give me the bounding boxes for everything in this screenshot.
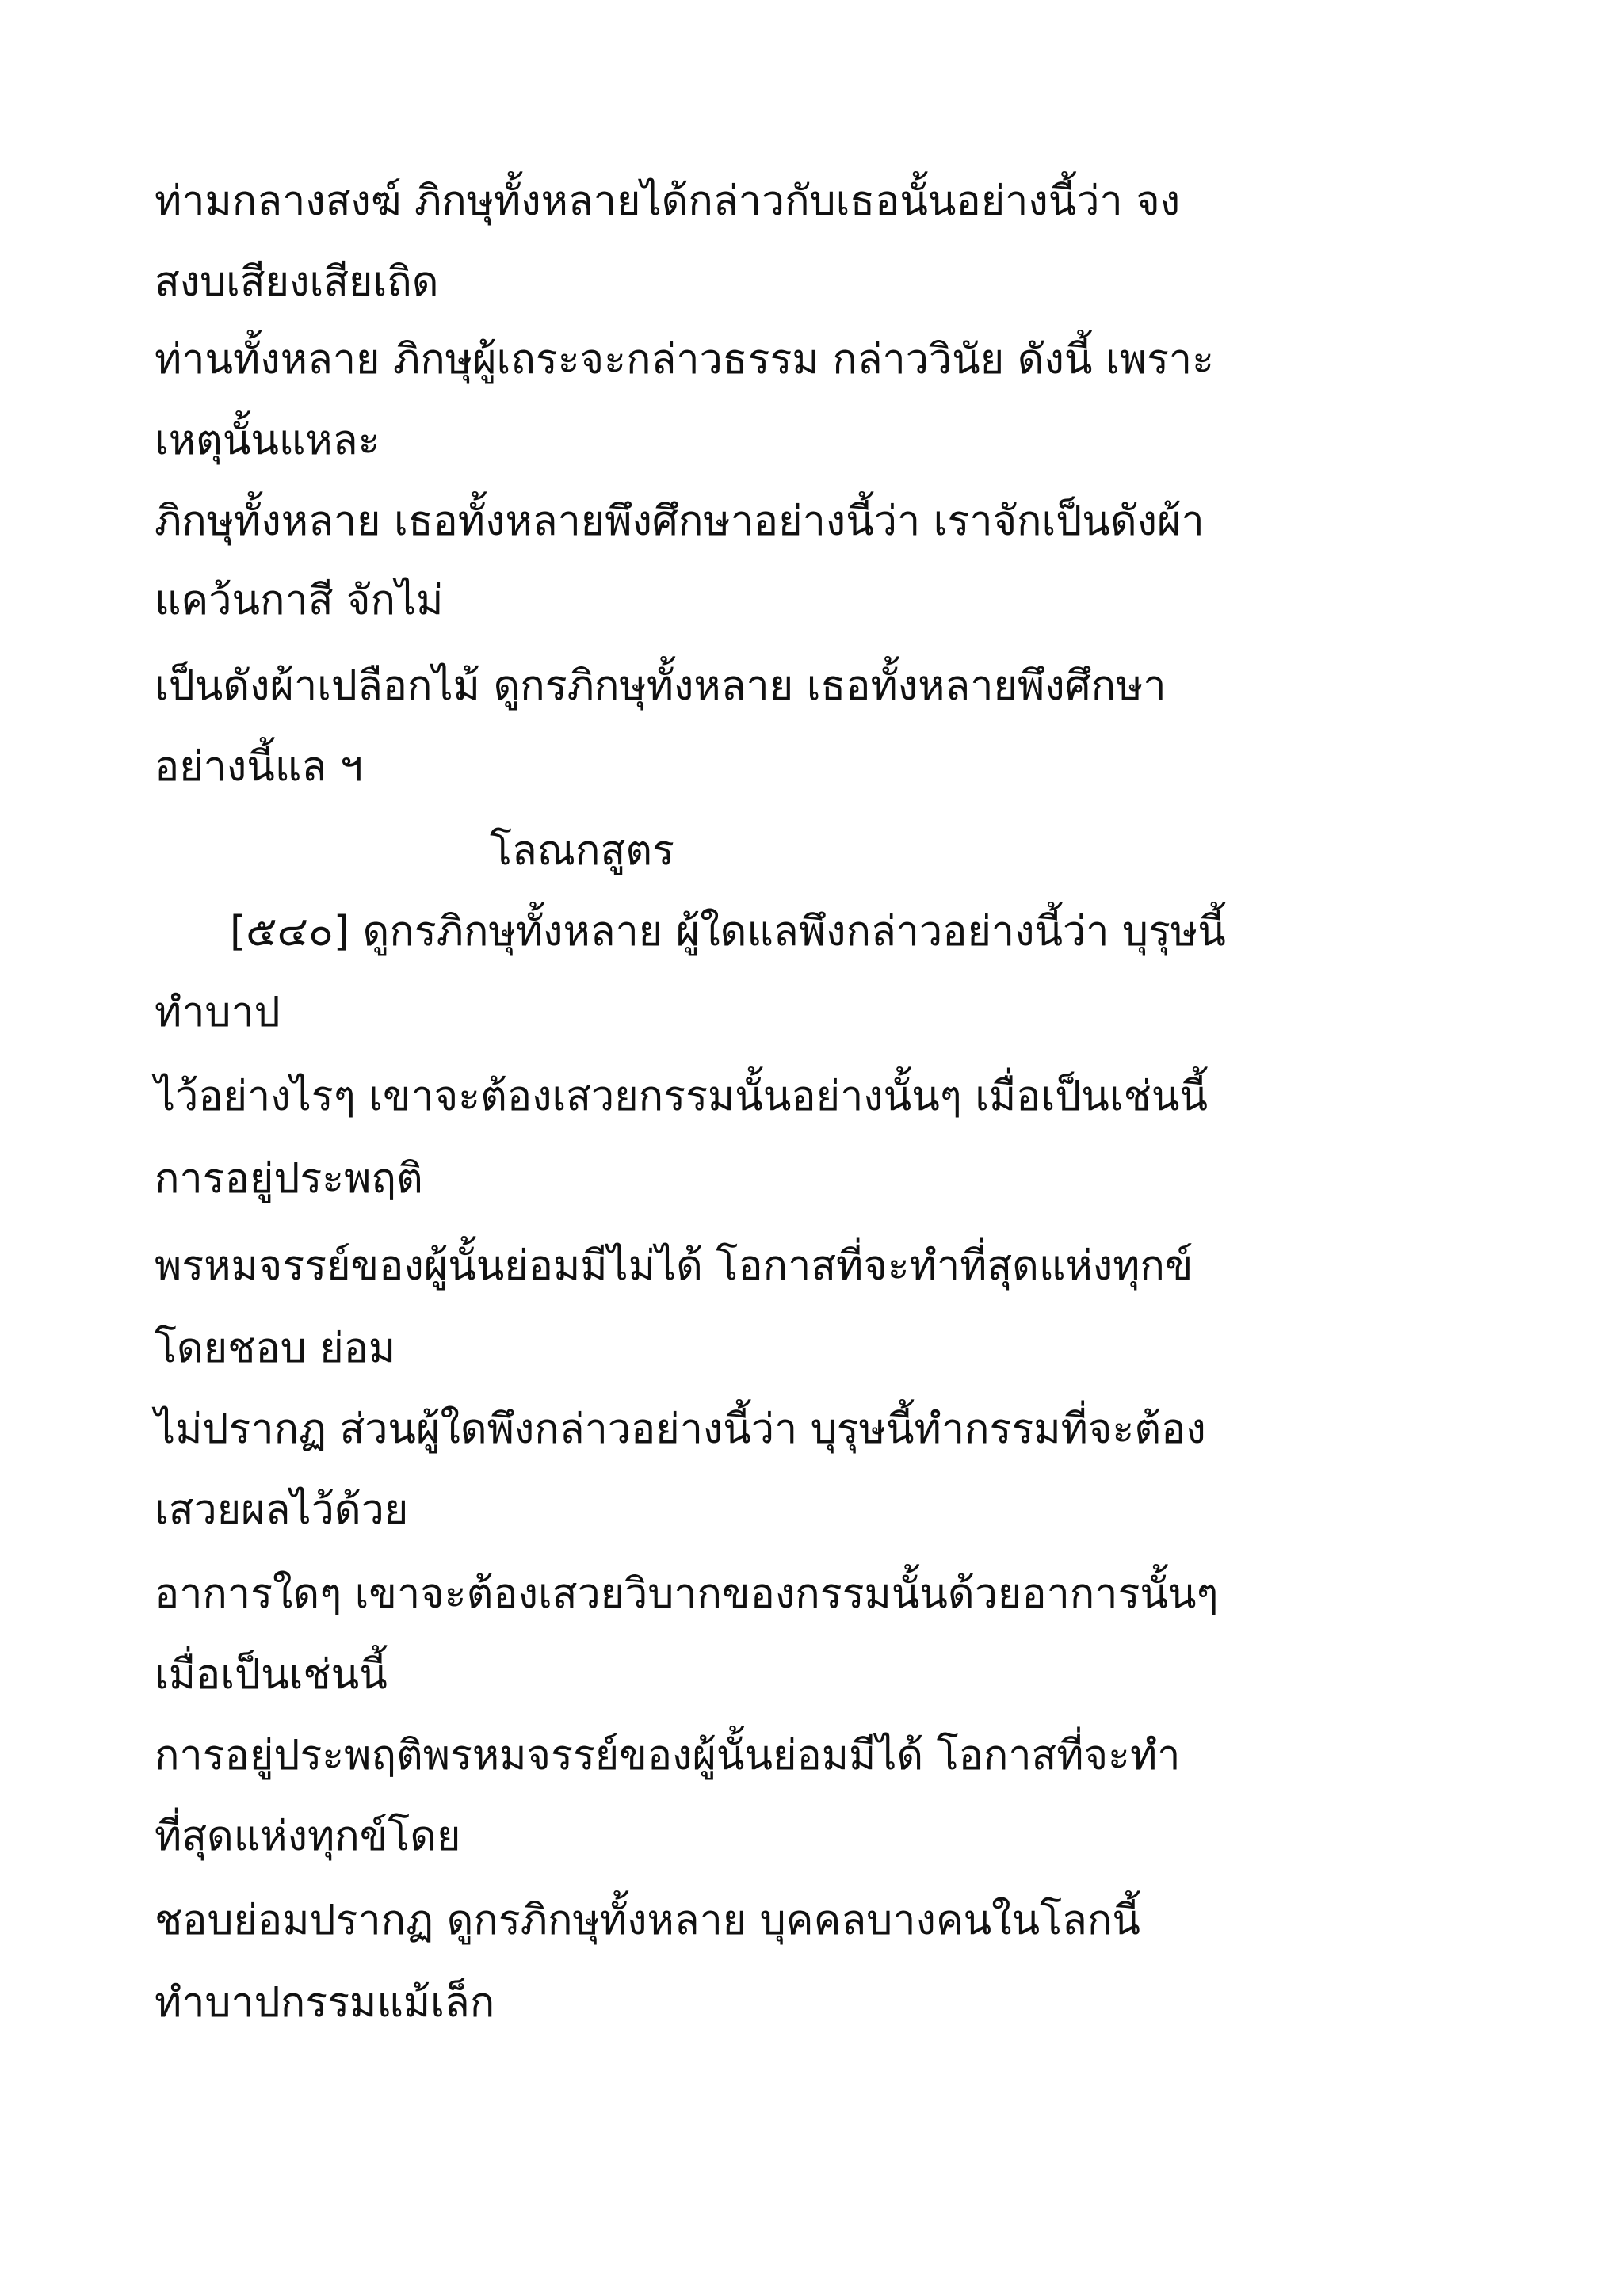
- text-line: ชอบย่อมปรากฏ ดูกรภิกษุทั้งหลาย บุคคลบางคนในโลกนี้: [155, 1897, 1140, 1944]
- text-line: ทำบาปกรรมแม้เล็ก: [155, 1979, 495, 2027]
- text-line: พรหมจรรย์ของผู้นั้นย่อมมีไม่ได้ โอกาสที่จะทำที่สุดแห่งทุกข์: [155, 1242, 1193, 1290]
- text-line: ภิกษุทั้งหลาย เธอทั้งหลายพึงศึกษาอย่างนี้ว่า เราจักเป็นดังผ้า: [155, 498, 1205, 545]
- text-line: ท่ามกลางสงฆ์ ภิกษุทั้งหลายได้กล่าวกับเธอนั้นอย่างนี้ว่า จง: [155, 177, 1181, 225]
- text-line: การอยู่ประพฤติพรหมจรรย์ของผู้นั้นย่อมมีได้ โอกาสที่จะทำ: [155, 1732, 1181, 1779]
- text-line: ทำบาป: [155, 989, 281, 1036]
- text-line: เมื่อเป็นเช่นนี้: [155, 1651, 388, 1699]
- text-line: สงบเสียงเสียเถิด: [155, 258, 439, 306]
- text-line: อย่างนี้แล ฯ: [155, 743, 363, 791]
- text-line: ไม่ปรากฏ ส่วนผู้ใดพึงกล่าวอย่างนี้ว่า บุรุษนี้ทำกรรมที่จะต้อง: [155, 1405, 1206, 1453]
- text-line: [๕๔๐] ดูกรภิกษุทั้งหลาย ผู้ใดแลพึงกล่าวอย่างนี้ว่า บุรุษนี้: [230, 908, 1226, 955]
- text-line: โดยชอบ ย่อม: [155, 1325, 396, 1372]
- text-line: ท่านทั้งหลาย ภิกษุผู้เถระจะกล่าวธรรม กล่าววินัย ดังนี้ เพราะ: [155, 336, 1215, 383]
- section-heading: โลณกสูตร: [490, 827, 674, 875]
- text-line: ไว้อย่างไรๆ เขาจะต้องเสวยกรรมนั้นอย่างนั้นๆ เมื่อเป็นเช่นนี้: [155, 1073, 1208, 1120]
- text-line: เหตุนั้นแหละ: [155, 417, 380, 464]
- text-line: เป็นดังผ้าเปลือกไม้ ดูกรภิกษุทั้งหลาย เธอทั้งหลายพึงศึกษา: [155, 662, 1167, 710]
- text-line: เสวยผลไว้ด้วย: [155, 1486, 409, 1534]
- text-line: ที่สุดแห่งทุกข์โดย: [155, 1813, 461, 1860]
- text-line: แคว้นกาสี จักไม่: [155, 577, 444, 624]
- text-line: การอยู่ประพฤติ: [155, 1155, 423, 1203]
- text-line: อาการใดๆ เขาจะต้องเสวยวิบากของกรรมนั้นด้วยอาการนั้นๆ: [155, 1570, 1219, 1618]
